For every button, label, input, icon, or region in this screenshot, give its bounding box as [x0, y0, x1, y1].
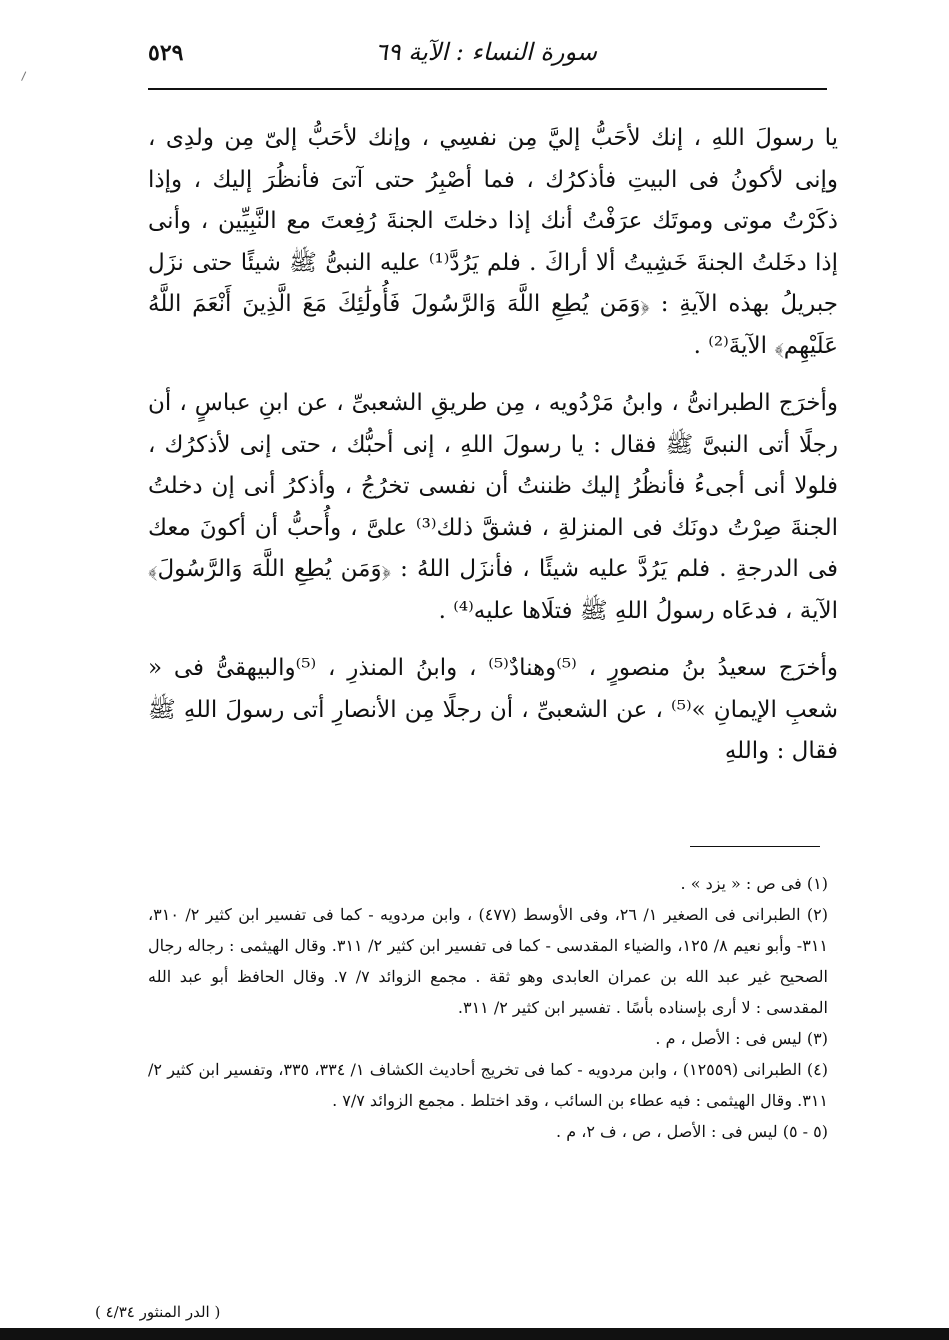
signature-footer: ( الدر المنثور ٤/٣٤ )	[95, 1303, 221, 1321]
scan-edge	[0, 1328, 949, 1340]
main-text	[148, 118, 838, 789]
footnotes	[148, 868, 828, 1147]
running-title: سورة النساء : الآية ٦٩	[374, 38, 597, 66]
scan-mark	[21, 71, 30, 82]
paragraph: يا رسولَ اللهِ ، إنك لأحَبُّ إليَّ مِن نفسِي ، وإنك لأحَبُّ إلىّ مِن ولدِى ، وإنى لأكونُ فى البيتِ فأذكرُك ، فما أصْبِرُ حتى آتىَ فأنظُرَ إليك ، وإذا ذكَرْتُ موتى وموتَك عرَفْتُ أنك إذا دخلتَ الجنةَ رُفِعتَ مع النَّبِيِّين ، وأنى إذا دخَلتُ الجنةَ خَشِيتُ ألا أراكَ . فلم يَرُدَّ⁽¹⁾ عليه النبىُّ ﷺ شيئًا حتى نزَل جبريلُ بهذه الآيةِ : ﴿وَمَن يُطِعِ اللَّهَ وَالرَّسُولَ فَأُولَٰئِكَ مَعَ الَّذِينَ أَنْعَمَ اللَّهُ عَلَيْهِم﴾ الآيةَ⁽²⁾ .	[148, 125, 838, 359]
paragraph: وأخرَج سعيدُ بنُ منصورٍ ، ⁽⁵⁾وهنادٌ⁽⁵⁾ ، وابنُ المنذرِ ، ⁽⁵⁾والبيهقىُّ فى « شعبِ الإيمانِ »⁽⁵⁾ ، عن الشعبىِّ ، أن رجلًا مِن الأنصارِ أتى رسولَ اللهِ ﷺ فقال : واللهِ	[148, 655, 838, 764]
footnote-rule	[690, 846, 820, 847]
footnote: (١) فى ص : « يزد » .	[680, 874, 828, 893]
footnote: (٥ - ٥) ليس فى : الأصل ، ص ، ف ٢، م .	[556, 1122, 828, 1141]
footnote: (٢) الطبرانى فى الصغير ١/ ٢٦، وفى الأوسط (٤٧٧) ، وابن مردويه - كما فى تفسير ابن كثير ٢/ ٣١٠، ٣١١- وأبو نعيم ٨/ ١٢٥، والضياء المقدسى - كما فى تفسير ابن كثير ٢/ ٣١١. وقال الهيثمى : رجاله رجال الصحيح غير عبد الله بن عمران العابدى وهو ثقة . مجمع الزوائد ٧/ ٧. وقال الحافظ أبو عبد الله المقدسى : لا أرى بإسناده بأسًا . تفسير ابن كثير ٢/ ٣١١.	[148, 905, 829, 1017]
footnote: (٣) ليس فى : الأصل ، م .	[655, 1029, 828, 1048]
header-rule	[148, 88, 827, 90]
footnote: (٤) الطبرانى (١٢٥٥٩) ، وابن مردويه - كما فى تخريج أحاديث الكشاف ١/ ٣٣٤، ٣٣٥، وتفسير ابن كثير ٢/ ٣١١. وقال الهيثمى : فيه عطاء بن السائب ، وقد اختلط . مجمع الزوائد ٧/٧ .	[148, 1060, 829, 1110]
paragraph: وأخرَج الطبرانىُّ ، وابنُ مَرْدُويه ، مِن طريقِ الشعبىِّ ، عن ابنِ عباسٍ ، أن رجلًا أتى النبىَّ ﷺ فقال : يا رسولَ اللهِ ، إنى أحبُّك ، حتى إنى لأذكرُك ، فلولا أنى أجىءُ فأنظُرُ إليك ظننتُ أن نفسى تخرُجُ ، وأذكرُ أنى إن دخلتُ الجنةَ صِرْتُ دونَك فى المنزلةِ ، فشقَّ ذلك⁽³⁾ علىَّ ، وأُحبُّ أن أكونَ معك فى الدرجةِ . فلم يَرُدَّ عليه شيئًا ، فأنزَل اللهُ : ﴿وَمَن يُطِعِ اللَّهَ وَالرَّسُولَ﴾ الآية ، فدعَاه رسولُ اللهِ ﷺ فتلَاها عليه⁽⁴⁾ .	[148, 390, 838, 624]
page-header	[148, 38, 827, 78]
page-number: ٥٢٩	[148, 40, 184, 66]
